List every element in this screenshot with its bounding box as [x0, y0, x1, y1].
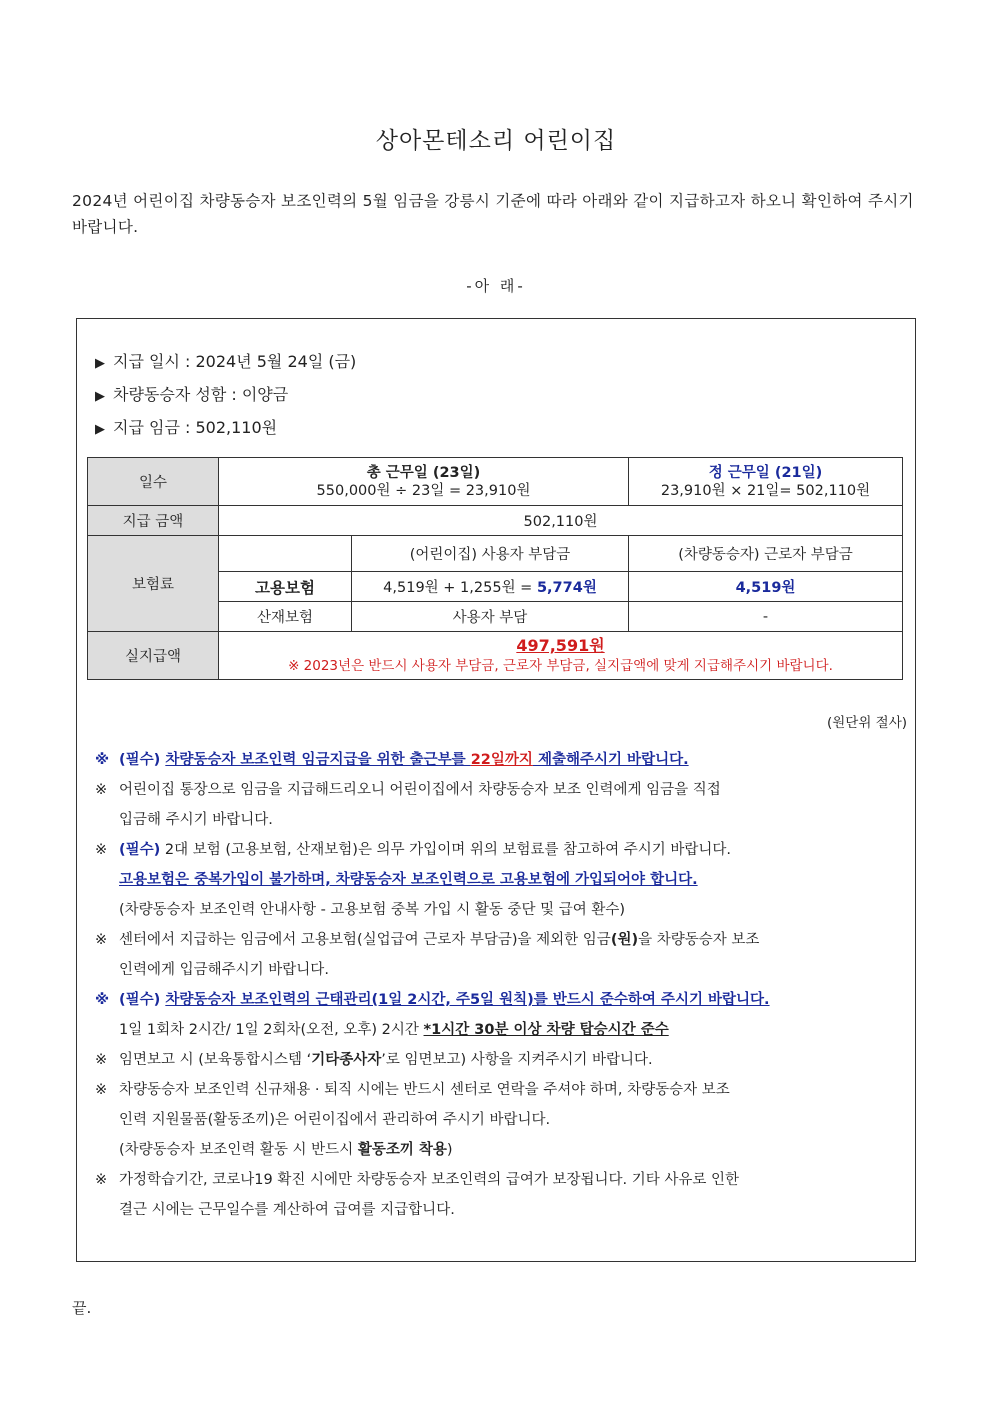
bullet-payment-date: ▶ 지급 일시 : 2024년 5월 24일 (금) — [95, 352, 357, 371]
days-label: 일수 — [88, 458, 219, 506]
note-item: ※ 임면보고 시 (보육통합시스템 ‘기타종사자’로 임면보고) 사항을 지켜주시기 바랍니다. — [95, 1045, 907, 1075]
page-title: 상아몬테소리 어린이집 — [375, 128, 617, 154]
section-marker: -아 래- — [466, 277, 526, 295]
reference-mark-icon: ※ — [95, 932, 108, 948]
actual-days-cell: 정 근무일 (21일) 23,910원 × 21일= 502,110원 — [629, 458, 903, 506]
reference-mark-icon: ※ — [95, 782, 108, 798]
net-pay-note: ※ 2023년은 반드시 사용자 부담금, 근로자 부담금, 실지급액에 맞게 지급해주시기 바랍니다. — [288, 657, 833, 674]
intro-paragraph: 2024년 어린이집 차량동승자 보조인력의 5월 임금을 강릉시 기준에 따라 아래와 같이 지급하고자 하오니 확인하여 주시기 바랍니다. — [72, 192, 914, 236]
table-row — [88, 506, 903, 536]
reference-mark-icon: ※ — [95, 752, 110, 768]
reference-mark-icon: ※ — [95, 842, 108, 858]
table-row — [88, 458, 903, 506]
net-pay-label: 실지급액 — [88, 632, 219, 680]
employer-col-header: (어린이집) 사용자 부담금 — [352, 536, 629, 572]
employment-employer-cell: 4,519원 + 1,255원 = 5,774원 — [352, 572, 629, 602]
triangle-icon: ▶ — [95, 356, 105, 371]
net-pay-cell — [219, 632, 903, 680]
end-mark: 끝. — [72, 1299, 92, 1317]
empty-cell — [219, 536, 352, 572]
note-item: ※ (필수) 차량동승자 보조인력의 근태관리(1일 2시간, 주5일 원칙)를 반드시 준수하여 주시기 바랍니다. 1일 1회차 2시간/ 1일 2회차(오전, 오후) 2시간 *1시간 30분 이상 차량 탑승시간 준수 — [95, 985, 907, 1045]
note-item: ※ 센터에서 지급하는 임금에서 고용보험(실업급여 근로자 부담금)을 제외한 임금(원)을 차량동승자 보조 인력에게 입금해주시기 바랍니다. — [95, 925, 907, 985]
table-row — [88, 536, 903, 572]
total-days-cell: 총 근무일 (23일) 550,000원 ÷ 23일 = 23,910원 — [219, 458, 629, 506]
note-item: ※ 가정학습기간, 코로나19 확진 시에만 차량동승자 보조인력의 급여가 보장됩니다. 기타 사유로 인한 결근 시에는 근무일수를 계산하여 급여를 지급합니다. — [95, 1165, 907, 1225]
reference-mark-icon: ※ — [95, 1172, 108, 1188]
bullet-wage: ▶ 지급 임금 : 502,110원 — [95, 418, 278, 437]
note-item: ※ 어린이집 통장으로 임금을 지급해드리오니 어린이집에서 차량동승자 보조 인력에게 임금을 직접 입금해 주시기 바랍니다. — [95, 775, 907, 835]
bullet-list — [95, 349, 356, 448]
employment-insurance-label: 고용보험 — [219, 572, 352, 602]
amount-label: 지급 금액 — [88, 506, 219, 536]
note-item: ※ (필수) 차량동승자 보조인력 임금지급을 위한 출근부를 22일까지 제출해주시기 바랍니다. — [95, 745, 907, 775]
wage-table — [87, 457, 903, 680]
reference-mark-icon: ※ — [95, 992, 110, 1008]
amount-value: 502,110원 — [219, 506, 903, 536]
worker-col-header: (차량동승자) 근로자 부담금 — [629, 536, 903, 572]
employment-worker-cell: 4,519원 — [629, 572, 903, 602]
triangle-icon: ▶ — [95, 389, 105, 404]
bullet-name: ▶ 차량동승자 성함 : 이양금 — [95, 385, 289, 404]
unit-note: (원단위 절사) — [826, 715, 907, 731]
industrial-worker-cell: - — [629, 602, 903, 632]
reference-mark-icon: ※ — [95, 1082, 108, 1098]
industrial-insurance-label: 산재보험 — [219, 602, 352, 632]
industrial-employer-cell: 사용자 부담 — [352, 602, 629, 632]
note-item: ※ (필수) 2대 보험 (고용보험, 산재보험)은 의무 가입이며 위의 보험료를 참고하여 주시기 바랍니다. 고용보험은 중복가입이 불가하며, 차량동승자 보조인력으로 고용보험에 가입되어야 합니다. (차량동승자 보조인력 안내사항 - 고용보험 중복 가입 시 활동 중단 및 급여 환수) — [95, 835, 907, 925]
table-row — [88, 632, 903, 680]
net-pay-value: 497,591원 — [516, 635, 605, 655]
content-box — [76, 318, 916, 1262]
notes-list — [95, 745, 907, 1225]
triangle-icon: ▶ — [95, 422, 105, 437]
reference-mark-icon: ※ — [95, 1052, 108, 1068]
insurance-label: 보험료 — [88, 536, 219, 632]
note-item: ※ 차량동승자 보조인력 신규채용 · 퇴직 시에는 반드시 센터로 연락을 주셔야 하며, 차량동승자 보조 인력 지원물품(활동조끼)은 어린이집에서 관리하여 주시기 바랍니다. (차량동승자 보조인력 활동 시 반드시 활동조끼 착용) — [95, 1075, 907, 1165]
